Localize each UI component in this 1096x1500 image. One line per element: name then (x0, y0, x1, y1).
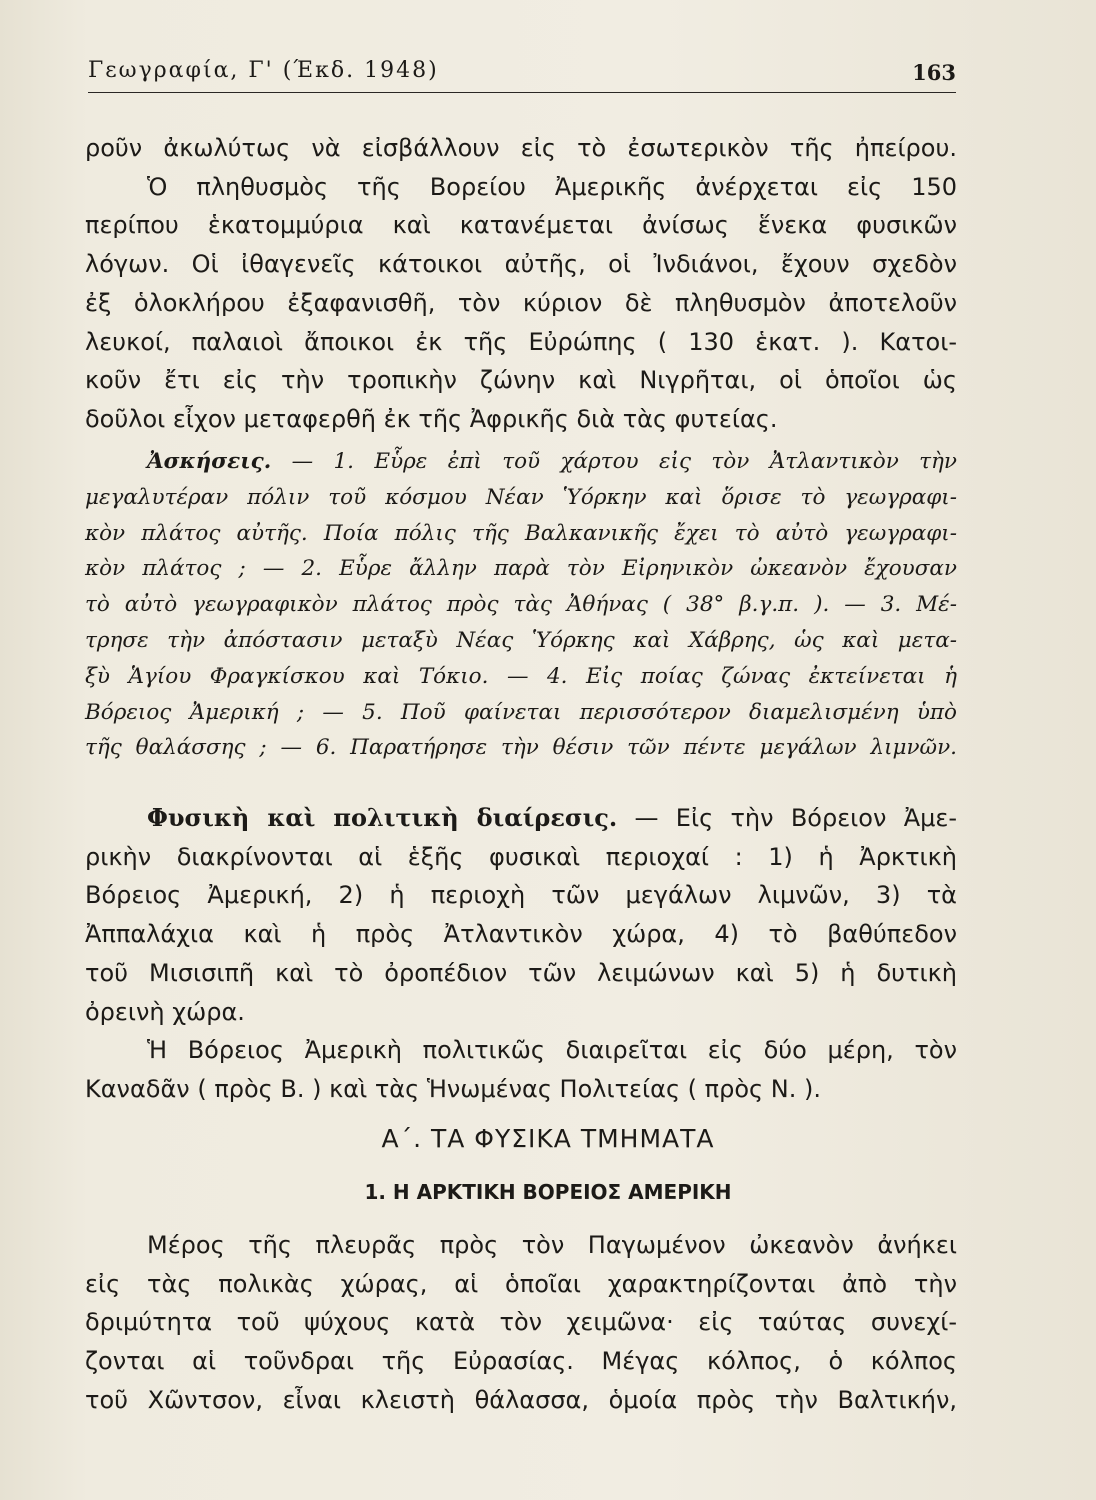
text-line: Ἡ Βόρειος Ἀμερικὴ πολιτικῶς διαιρεῖται εἰς δύο μέρη, τὸν (147, 1036, 957, 1065)
text-line: λόγων. Οἱ ἰθαγενεῖς κάτοικοι αὐτῆς, οἱ Ἰνδιάνοι, ἔχουν σχεδὸν (85, 250, 957, 279)
text-line: ἐξ ὁλοκλήρου ἐξαφανισθῆ, τὸν κύριον δὲ πληθυσμὸν ἀποτελοῦν (85, 288, 957, 317)
exercise-line: τῆς θαλάσσης ; — 6. Παρατήρησε τὴν θέσιν τῶν πέντε μεγάλων λιμνῶν. (85, 735, 957, 761)
text-line: περίπου ἑκατομμύρια καὶ κατανέμεται ἀνίσως ἕνεκα φυσικῶν (85, 211, 957, 240)
text-line: Ἀππαλάχια καὶ ἡ πρὸς Ἀτλαντικὸν χώρα, 4) τὸ βαθύπεδον (85, 920, 957, 949)
section-text: — Εἰς τὴν Βόρειον Ἀμε- (617, 804, 958, 832)
paragraph-arctic (85, 1226, 957, 1420)
chapter-heading: Α΄. ΤΑ ΦΥΣΙΚΑ ΤΜΗΜΑΤΑ (381, 1124, 715, 1153)
exercises-title: Ἀσκήσεις. (147, 449, 272, 474)
paragraph-population (85, 129, 957, 439)
section-title: Φυσικὴ καὶ πολιτικὴ διαίρεσις. (147, 803, 618, 832)
text-line: δοῦλοι εἶχον μεταφερθῆ ἐκ τῆς Ἀφρικῆς διὰ τὰς φυτείας. (85, 404, 778, 433)
exercise-line: μεγαλυτέραν πόλιν τοῦ κόσμου Νέαν Ὑόρκην καὶ ὅρισε τὸ γεωγραφι- (85, 484, 957, 510)
section-physical-political (85, 799, 957, 1109)
page-number: 163 (912, 60, 956, 85)
text-line: Καναδᾶν ( πρὸς Β. ) καὶ τὰς Ἡνωμένας Πολιτείας ( πρὸς Ν. ). (85, 1074, 821, 1103)
text-line: Ὁ πληθυσμὸς τῆς Βορείου Ἀμερικῆς ἀνέρχεται εἰς 150 (147, 172, 957, 201)
exercise-line: κὸν πλάτος αὐτῆς. Ποία πόλις τῆς Βαλκανικῆς ἔχει τὸ αὐτὸ γεωγραφι- (85, 520, 957, 546)
text-line: ροῦν ἀκωλύτως νὰ εἰσβάλλουν εἰς τὸ ἐσωτερικὸν τῆς ἠπείρου. (85, 134, 957, 162)
running-header (88, 58, 956, 93)
exercises-block (85, 444, 957, 766)
running-title: Γεωγραφία, Γ' (Έκδ. 1948) (88, 58, 439, 83)
text-line: λευκοί, παλαιοὶ ἄποικοι ἐκ τῆς Εὐρώπης ( 130 ἑκατ. ). Κατοι- (85, 327, 957, 356)
exercise-line: τὸ αὐτὸ γεωγραφικὸν πλάτος πρὸς τὰς Ἀθήνας ( 38° β.γ.π. ). — 3. Μέ- (85, 592, 957, 618)
text-line: ζονται αἱ τοῦνδραι τῆς Εὐρασίας. Μέγας κόλπος, ὁ κόλπος (85, 1347, 957, 1376)
subchapter-heading: 1. Η ΑΡΚΤΙΚΗ ΒΟΡΕΙΟΣ ΑΜΕΡΙΚΗ (364, 1180, 732, 1204)
exercise-line (85, 444, 957, 480)
text-line: κοῦν ἔτι εἰς τὴν τροπικὴν ζώνην καὶ Νιγρῆται, οἱ ὁποῖοι ὡς (85, 366, 957, 395)
text-line: τοῦ Χῶντσον, εἶναι κλειστὴ θάλασσα, ὁμοία πρὸς τὴν Βαλτικήν, (85, 1385, 957, 1414)
text-line (85, 799, 957, 838)
text-line: εἰς τὰς πολικὰς χώρας, αἱ ὁποῖαι χαρακτηρίζονται ἀπὸ τὴν (85, 1269, 957, 1298)
text-line: ὀρεινὴ χώρα. (85, 997, 245, 1026)
exercise-line: τρησε τὴν ἀπόστασιν μεταξὺ Νέας Ὑόρκης καὶ Χάβρης, ὡς καὶ μετα- (85, 627, 957, 653)
text-line: Μέρος τῆς πλευρᾶς πρὸς τὸν Παγωμένον ὠκεανὸν ἀνήκει (147, 1231, 957, 1259)
text-line: ρικὴν διακρίνονται αἱ ἑξῆς φυσικαὶ περιοχαί : 1) ἡ Ἀρκτικὴ (85, 842, 957, 871)
text-line: τοῦ Μισισιπῆ καὶ τὸ ὀροπέδιον τῶν λειμώνων καὶ 5) ἡ δυτικὴ (85, 958, 957, 987)
exercise-line: κὸν πλάτος ; — 2. Εὗρε ἄλλην παρὰ τὸν Εἰρηνικὸν ὠκεανὸν ἔχουσαν (85, 556, 957, 582)
exercise-line: ξὺ Ἁγίου Φραγκίσκου καὶ Τόκιο. — 4. Εἰς ποίας ζώνας ἐκτείνεται ἡ (85, 663, 957, 689)
exercise-text: — 1. Εὗρε ἐπὶ τοῦ χάρτου εἰς τὸν Ἀτλαντικὸν τὴν (271, 449, 957, 474)
exercise-line: Βόρειος Ἀμερική ; — 5. Ποῦ φαίνεται περισσότερον διαμελισμένη ὑπὸ (85, 699, 957, 725)
text-line: Βόρειος Ἀμερική, 2) ἡ περιοχὴ τῶν μεγάλων λιμνῶν, 3) τὰ (85, 881, 957, 910)
text-line: δριμύτητα τοῦ ψύχους κατὰ τὸν χειμῶνα· εἰς ταύτας συνεχί- (85, 1308, 957, 1337)
